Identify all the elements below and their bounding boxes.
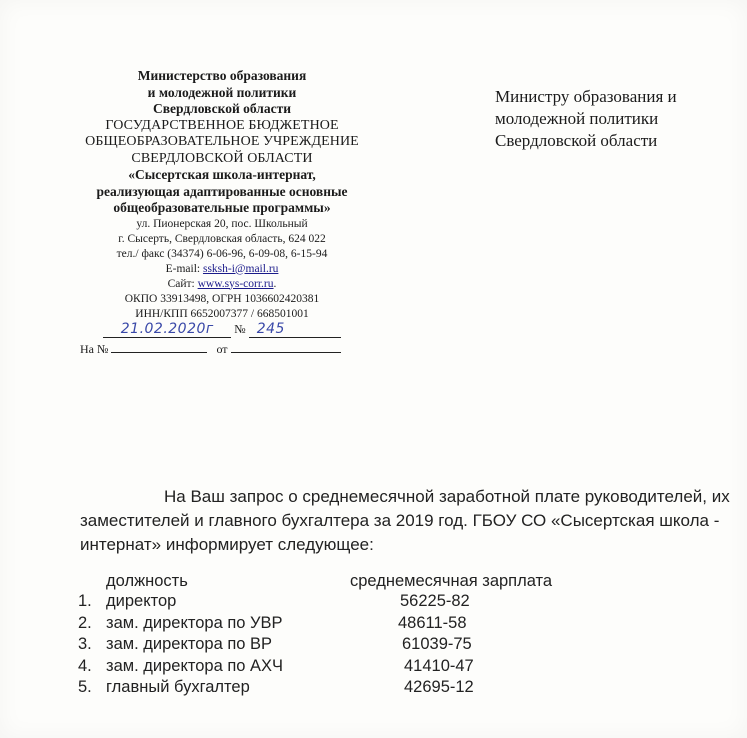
- row-number: 5.: [78, 678, 92, 696]
- ministry-line-2: и молодежной политики: [147, 84, 297, 100]
- header-salary: среднемесячная зарплата: [350, 572, 553, 590]
- email-line: [62, 262, 382, 277]
- salary-table: [78, 572, 638, 700]
- site-label: Сайт:: [167, 277, 198, 290]
- addressee-block: [495, 86, 735, 152]
- institution-line-3: СВЕРДЛОВСКОЙ ОБЛАСТИ: [131, 150, 313, 166]
- addressee-line-2: молодежной политики: [495, 109, 659, 128]
- school-name-line-1: «Сысертская школа-интернат,: [128, 167, 316, 182]
- outgoing-date-field: [103, 322, 231, 338]
- institution-line-2: ОБЩЕОБРАЗОВАТЕЛЬНОЕ УЧРЕЖДЕНИЕ: [85, 134, 359, 149]
- table-row: [78, 592, 638, 614]
- addressee-line-3: Свердловской области: [495, 131, 658, 150]
- table-row: [78, 635, 638, 657]
- address-line-2: г. Сысерть, Свердловская область, 624 022: [118, 232, 326, 245]
- table-row: [78, 678, 638, 700]
- site-link[interactable]: www.sys-corr.ru: [197, 277, 274, 290]
- table-row: [78, 657, 638, 679]
- row-number: 4.: [78, 656, 92, 675]
- body-paragraph-text: На Ваш запрос о среднемесячной заработной плате руководителей, их заместителей и главного бухгалтера за 2019 год. ГБОУ СО «Сысертская школа - интернат» информирует следующее:: [80, 487, 730, 554]
- letterhead: [62, 68, 382, 357]
- school-name-line-3: общеобразовательные программы»: [113, 200, 331, 215]
- row-position: зам. директора по ВР: [106, 635, 273, 653]
- site-suffix: .: [273, 277, 277, 290]
- row-salary: 61039-75: [402, 635, 472, 653]
- incoming-from-label: от: [216, 341, 228, 356]
- table-row: [78, 614, 638, 636]
- ministry-line-1: Министерство образования: [137, 68, 307, 83]
- addressee-line-1: Министру образования и: [495, 87, 677, 106]
- row-number: 2.: [78, 613, 92, 632]
- ministry-line-3: Свердловской области: [152, 101, 292, 116]
- inn-kpp-line: ИНН/КПП 6652007377 / 668501001: [135, 307, 309, 320]
- okpo-ogrn-line: ОКПО 33913498, ОГРН 1036602420381: [124, 292, 320, 305]
- row-position: зам. директора по АХЧ: [106, 656, 284, 675]
- row-position: главный бухгалтер: [106, 678, 250, 696]
- row-salary: 48611-58: [398, 613, 467, 632]
- body-paragraph: [80, 485, 740, 557]
- incoming-label: На №: [80, 341, 109, 356]
- incoming-registration-line: [62, 340, 382, 358]
- table-header: [78, 572, 638, 592]
- outgoing-number: 245: [256, 320, 285, 337]
- incoming-number-field: [111, 340, 207, 353]
- outgoing-registration-line: [62, 322, 382, 340]
- header-position: должность: [106, 572, 188, 590]
- email-link[interactable]: ssksh-i@mail.ru: [202, 262, 279, 275]
- outgoing-number-field: [249, 322, 341, 338]
- institution-line-1: ГОСУДАРСТВЕННОЕ БЮДЖЕТНОЕ: [105, 117, 339, 133]
- school-name-line-2: реализующая адаптированные основные: [96, 183, 348, 199]
- row-number: 1.: [78, 592, 92, 610]
- row-salary: 41410-47: [404, 656, 474, 675]
- phone-line: тел./ факс (34374) 6-06-96, 6-09-08, 6-15-94: [116, 247, 328, 260]
- incoming-date-field: [231, 340, 341, 353]
- row-number: 3.: [78, 635, 92, 653]
- row-position: директор: [106, 592, 177, 610]
- email-label: E-mail:: [165, 262, 203, 275]
- site-line: [62, 277, 382, 292]
- number-sign: №: [234, 321, 246, 336]
- row-position: зам. директора по УВР: [106, 613, 283, 632]
- address-line-1: ул. Пионерская 20, пос. Школьный: [136, 217, 308, 230]
- row-salary: 56225-82: [400, 592, 470, 610]
- row-salary: 42695-12: [404, 678, 474, 696]
- outgoing-date: 21.02.2020г: [120, 320, 214, 337]
